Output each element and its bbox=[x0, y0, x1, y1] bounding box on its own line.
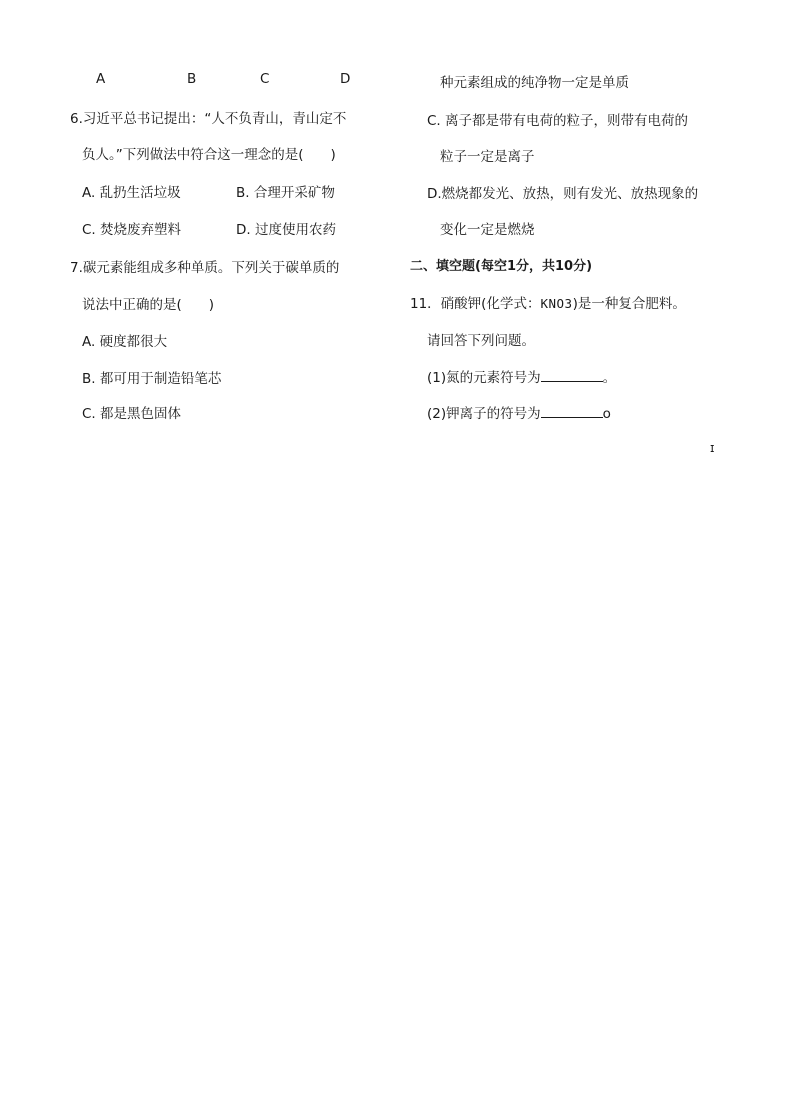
q7-stem-line2: 说法中正确的是( ) bbox=[82, 297, 215, 313]
q11-formula: KNO3 bbox=[540, 296, 573, 311]
q7-option-b: B. 都可用于制造铅笔芯 bbox=[82, 371, 222, 387]
q11-sub2-label: (2)钾离子的符号为 bbox=[427, 406, 541, 422]
q6-option-d: D. 过度使用农药 bbox=[236, 222, 336, 238]
q7-option-c: C. 都是黑色固体 bbox=[82, 406, 182, 422]
q11-sub1 bbox=[427, 369, 616, 387]
figure-label-a: A bbox=[96, 71, 106, 87]
q11-sub2-end: o bbox=[602, 406, 611, 422]
figure-label-b: B bbox=[187, 71, 197, 87]
q11-sub2-answer-blank[interactable] bbox=[541, 405, 603, 418]
q11-sub1-answer-blank[interactable] bbox=[541, 369, 603, 382]
q11-sub1-end: 。 bbox=[602, 370, 617, 386]
q6-stem-line1: 6.习近平总书记提出：“人不负青山，青山定不 bbox=[70, 111, 347, 127]
option-d-line2: 变化一定是燃烧 bbox=[440, 222, 535, 238]
option-d-line1: D.燃烧都发光、放热，则有发光、放热现象的 bbox=[427, 186, 699, 202]
q11-stem-prefix: 11．硝酸钾(化学式： bbox=[410, 296, 541, 312]
q11-sub1-label: (1)氮的元素符号为 bbox=[427, 370, 541, 386]
option-c-line1: C. 离子都是带有电荷的粒子，则带有电荷的 bbox=[427, 113, 689, 129]
prev-question-continuation: 种元素组成的纯净物一定是单质 bbox=[440, 75, 629, 91]
q7-option-a: A. 硬度都很大 bbox=[82, 334, 168, 350]
figure-label-c: C bbox=[260, 71, 270, 87]
q11-sub2 bbox=[427, 405, 611, 423]
option-c-line2: 粒子一定是离子 bbox=[440, 149, 535, 165]
q11-instruction: 请回答下列问题。 bbox=[427, 333, 535, 349]
q7-stem-line1: 7.碳元素能组成多种单质。下列关于碳单质的 bbox=[70, 260, 340, 276]
q6-option-b: B. 合理开采矿物 bbox=[236, 185, 335, 201]
q6-option-a: A. 乱扔生活垃圾 bbox=[82, 185, 181, 201]
section2-title: 二、填空题(每空1分，共10分) bbox=[410, 259, 593, 274]
stray-mark: ɪ bbox=[710, 441, 715, 455]
figure-label-d: D bbox=[340, 71, 351, 87]
q11-stem-suffix: )是一种复合肥料。 bbox=[572, 296, 686, 312]
q11-stem bbox=[410, 295, 686, 313]
q6-option-c: C. 焚烧废弃塑料 bbox=[82, 222, 182, 238]
q6-stem-line2: 负人。”下列做法中符合这一理念的是( ) bbox=[82, 147, 336, 163]
